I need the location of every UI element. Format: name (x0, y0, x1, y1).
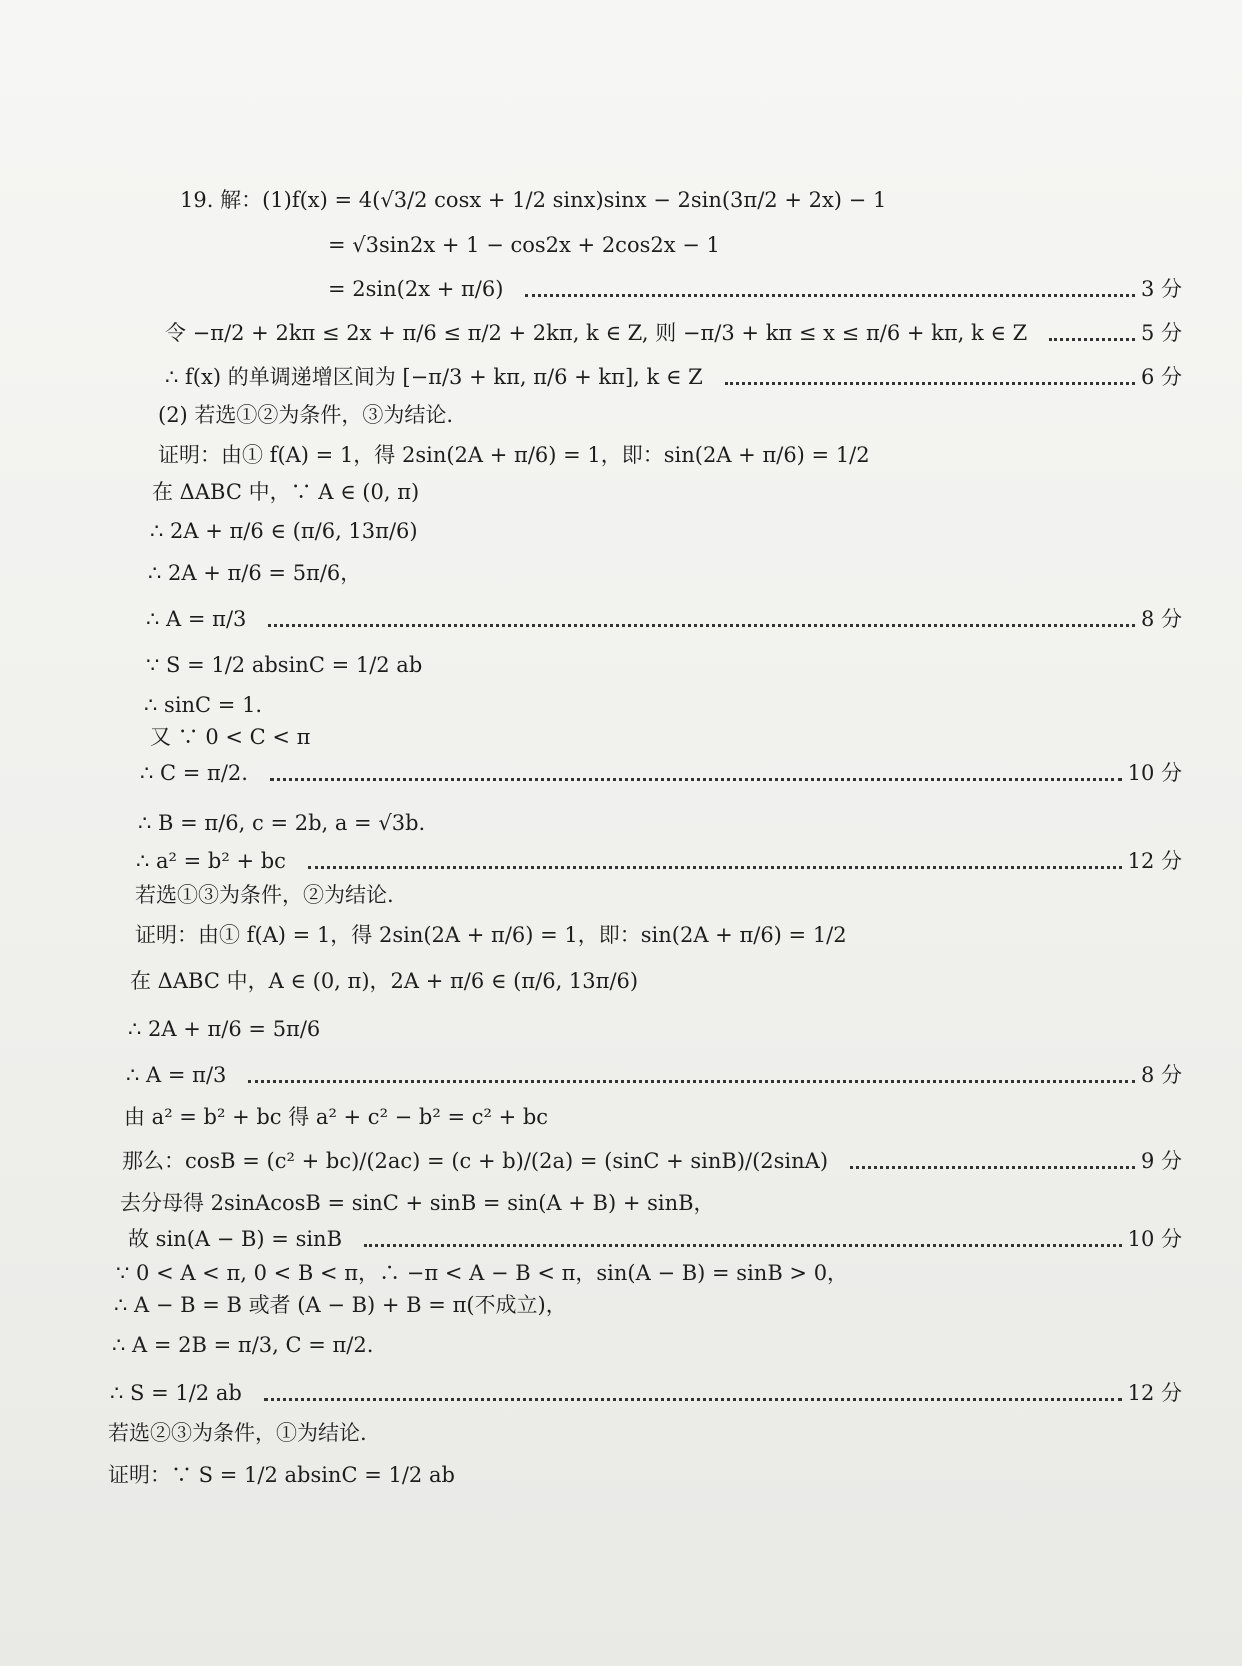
dot-leader (725, 382, 1135, 385)
score-mark: 8 分 (1140, 607, 1182, 631)
solution-line: (2) 若选①②为条件，③为结论. (158, 403, 454, 427)
solution-line: ∴ 2A + π/6 = 5π/6 (128, 1017, 321, 1041)
dot-leader (850, 1166, 1135, 1169)
score-mark: 12 分 (1127, 849, 1182, 873)
solution-line: 那么：cosB = (c² + bc)/(2ac) = (c + b)/(2a) = (sinC + sinB)/(2sinA) 9 分 (122, 1146, 1182, 1176)
solution-line: 令 −π/2 + 2kπ ≤ 2x + π/6 ≤ π/2 + 2kπ, k ∈ Z, 则 −π/3 + kπ ≤ x ≤ π/6 + kπ, k ∈ Z 5 分 (165, 318, 1182, 348)
solution-line: ∴ f(x) 的单调递增区间为 [−π/3 + kπ, π/6 + kπ], k ∈ Z 6 分 (165, 362, 1182, 392)
score-mark: 9 分 (1140, 1149, 1182, 1173)
solution-line: ∴ A − B = B 或者 (A − B) + B = π(不成立)， (114, 1293, 567, 1317)
dot-leader (308, 866, 1122, 869)
dot-leader (264, 1398, 1122, 1401)
score-mark: 6 分 (1140, 365, 1182, 389)
solution-line: ∴ S = 1/2 ab 12 分 (110, 1378, 1182, 1408)
solution-line: 证明：∵ S = 1/2 absinC = 1/2 ab (108, 1463, 455, 1487)
dot-leader (525, 294, 1135, 297)
score-mark: 12 分 (1127, 1381, 1182, 1405)
solution-line: ∴ A = 2B = π/3, C = π/2. (112, 1333, 374, 1357)
solution-line: ∴ A = π/3 8 分 (146, 604, 1182, 634)
score-mark: 3 分 (1140, 277, 1182, 301)
score-mark: 8 分 (1140, 1063, 1182, 1087)
solution-line: 又 ∵ 0 < C < π (150, 725, 311, 749)
solution-line: 在 ΔABC 中，A ∈ (0, π)，2A + π/6 ∈ (π/6, 13π/6) (130, 969, 639, 993)
solution-line: ∴ C = π/2. 10 分 (140, 758, 1182, 788)
dot-leader (248, 1080, 1135, 1083)
dot-leader (1049, 338, 1135, 341)
solution-line: ∴ 2A + π/6 = 5π/6， (148, 561, 362, 585)
solution-line: = √3sin2x + 1 − cos2x + 2cos2x − 1 (328, 233, 720, 257)
solution-line: 故 sin(A − B) = sinB 10 分 (128, 1224, 1182, 1254)
solution-line: 若选①③为条件，②为结论. (135, 883, 394, 907)
solution-line: ∴ B = π/6, c = 2b, a = √3b. (138, 811, 426, 835)
solution-line: 在 ΔABC 中，∵ A ∈ (0, π) (152, 480, 420, 504)
solution-line: ∴ 2A + π/6 ∈ (π/6, 13π/6) (150, 519, 418, 543)
solution-line: 由 a² = b² + bc 得 a² + c² − b² = c² + bc (124, 1105, 549, 1129)
solution-line: ∵ S = 1/2 absinC = 1/2 ab (146, 653, 423, 677)
solution-line: = 2sin(2x + π/6) 3 分 (328, 274, 1182, 304)
dot-leader (268, 624, 1135, 627)
solution-line: ∵ 0 < A < π, 0 < B < π，∴ −π < A − B < π，sin(A − B) = sinB > 0， (116, 1261, 849, 1285)
solution-line: ∴ a² = b² + bc 12 分 (136, 846, 1182, 876)
score-mark: 10 分 (1127, 761, 1182, 785)
dot-leader (364, 1244, 1122, 1247)
score-mark: 10 分 (1127, 1227, 1182, 1251)
solution-line: 证明：由① f(A) = 1，得 2sin(2A + π/6) = 1，即：sin(2A + π/6) = 1/2 (135, 923, 847, 947)
score-mark: 5 分 (1140, 321, 1182, 345)
solution-line: ∴ sinC = 1. (144, 693, 263, 717)
solution-line: 19. 解：(1)f(x) = 4(√3/2 cosx + 1/2 sinx)sinx − 2sin(3π/2 + 2x) − 1 (180, 188, 887, 212)
solution-line: ∴ A = π/3 8 分 (126, 1060, 1182, 1090)
solution-line: 去分母得 2sinAcosB = sinC + sinB = sin(A + B) + sinB， (120, 1191, 715, 1215)
solution-line: 证明：由① f(A) = 1，得 2sin(2A + π/6) = 1，即：sin(2A + π/6) = 1/2 (158, 443, 870, 467)
dot-leader (270, 778, 1122, 781)
solution-line: 若选②③为条件，①为结论. (108, 1421, 367, 1445)
